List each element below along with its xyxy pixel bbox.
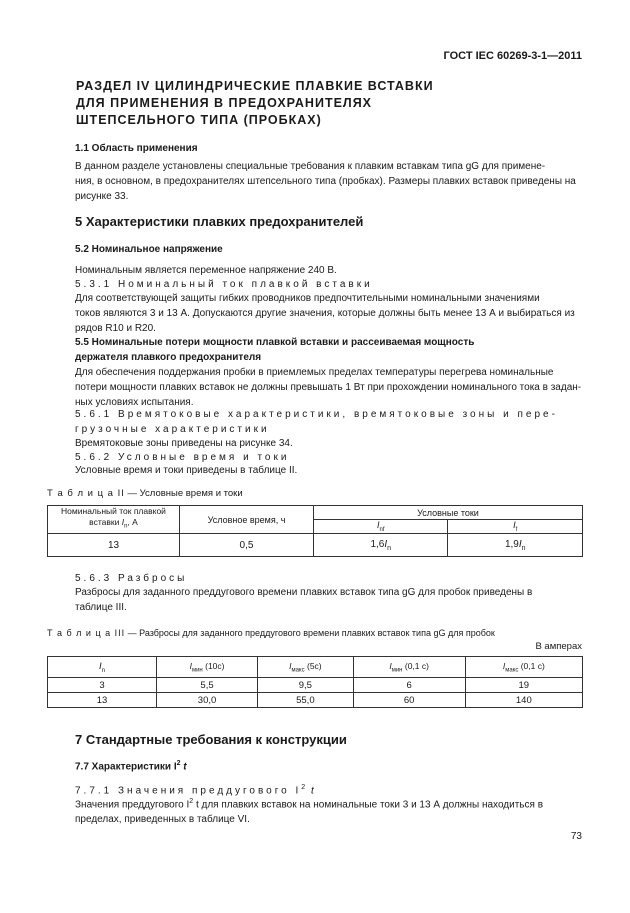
heading-5: 5 Характеристики плавких предохранителей xyxy=(75,214,364,229)
table-cell: 13 xyxy=(48,693,157,708)
table-header-cell: Условные токи xyxy=(314,506,583,520)
text-line: ных условиях испытания. xyxy=(75,397,194,408)
heading-5-6-2: 5.6.2 Условные время и токи xyxy=(75,452,290,463)
text-line: токов являются 3 и 13 А. Допускаются другие значения, которые должны быть менее 13 А и выбираться из xyxy=(75,308,575,319)
text-line: рядов R10 и R20. xyxy=(75,323,156,334)
table-header-cell: $I_n$ xyxy=(48,657,157,678)
heading-5-3-1: 5.3.1 Номинальный ток плавкой вставки xyxy=(75,279,373,290)
table-header-cell: $I_{макс}$ (5с) xyxy=(258,657,354,678)
table-cell: $1,6I_n$ xyxy=(314,534,448,557)
table-cell: $1,9I_n$ xyxy=(448,534,583,557)
table-header-row xyxy=(48,657,583,678)
table-cell: 30,0 xyxy=(157,693,258,708)
table-cell: 3 xyxy=(48,678,157,693)
table-header-cell: Условное время, ч xyxy=(180,506,314,534)
table-row xyxy=(48,693,583,708)
heading-7: 7 Стандартные требования к конструкции xyxy=(75,732,347,747)
text-line: Разбросы для заданного преддугового времени плавких вставок типа gG для пробок приведены в xyxy=(75,587,533,598)
table-cell: 5,5 xyxy=(157,678,258,693)
section-title-line: ДЛЯ ПРИМЕНЕНИЯ В ПРЕДОХРАНИТЕЛЯХ xyxy=(76,96,373,110)
table-cell: 19 xyxy=(465,678,582,693)
page-number: 73 xyxy=(570,831,582,842)
heading-5-5 xyxy=(75,335,474,365)
paragraph-5-5 xyxy=(75,365,583,410)
heading-7-7: 7.7 Характеристики $I^2$ t xyxy=(75,760,187,773)
paragraph-5-3-1 xyxy=(75,291,583,336)
table-cell: 60 xyxy=(353,693,465,708)
heading-line: грузочные характеристики xyxy=(75,424,270,435)
table-header-cell: $I_{мин}$ (10с) xyxy=(157,657,258,678)
table-header-cell: $I_{nf}$ xyxy=(314,520,448,534)
heading-line: 5.6.1 Времятоковые характеристики, времятоковые зоны и пере- xyxy=(75,409,558,420)
caption-prefix: Т а б л и ц а III xyxy=(47,628,126,638)
table-header-cell: $I_{мин}$ (0,1 с) xyxy=(353,657,465,678)
document-code: ГОСТ IEC 60269-3-1—2011 xyxy=(443,50,582,62)
caption-prefix: Т а б л и ц а II xyxy=(47,488,125,499)
heading-1-1: 1.1 Область применения xyxy=(75,143,198,154)
table-row xyxy=(48,534,583,557)
text-line: рисунке 33. xyxy=(75,191,129,202)
paragraph-5-6-1: Времятоковые зоны приведены на рисунке 34. xyxy=(75,438,293,449)
table-cell: 9,5 xyxy=(258,678,354,693)
table-cell: 140 xyxy=(465,693,582,708)
table-cell: 6 xyxy=(353,678,465,693)
table-2 xyxy=(47,505,583,557)
text-line: Значения преддугового $I^2$ t для плавких вставок на номинальные токи 3 и 13 А должны находиться в xyxy=(75,798,544,811)
text-line: В данном разделе установлены специальные требования к плавким вставкам типа gG для примене- xyxy=(75,161,546,172)
table-cell: 0,5 xyxy=(180,534,314,557)
heading-5-2: 5.2 Номинальное напряжение xyxy=(75,244,223,255)
heading-line: 5.5 Номинальные потери мощности плавкой вставки и рассеиваемая мощность xyxy=(75,337,475,348)
text-line: пределах, приведенных в таблице VI. xyxy=(75,814,250,826)
heading-line: держателя плавкого предохранителя xyxy=(75,352,262,363)
heading-5-6-3: 5.6.3 Разбросы xyxy=(75,573,188,584)
text-line: Для соответствующей защиты гибких проводников предпочтительными номинальными значениями xyxy=(75,293,540,304)
text-line: ния, в основном, в предохранителях штепсельного типа (пробках). Размеры плавких вставок приведены на xyxy=(75,176,576,187)
section-title-line: РАЗДЕЛ IV ЦИЛИНДРИЧЕСКИЕ ПЛАВКИЕ ВСТАВКИ xyxy=(76,79,434,93)
text-line: таблице III. xyxy=(75,602,127,613)
heading-5-6-1 xyxy=(75,407,583,437)
text-line: потери мощности плавких вставок не должны превышать 1 Вт при прохождении номинального тока в задан- xyxy=(75,382,582,393)
table-2-caption xyxy=(47,488,243,499)
paragraph-7-7-1 xyxy=(75,794,583,827)
caption-text: — Условные время и токи xyxy=(124,488,243,499)
paragraph-5-6-3 xyxy=(75,585,583,615)
paragraph-5-6-2: Условные время и токи приведены в таблице II. xyxy=(75,465,298,476)
section-title xyxy=(76,78,434,129)
text-line: Для обеспечения поддержания пробки в приемлемых пределах температуры перегрева номинальные xyxy=(75,367,554,378)
section-title-line: ШТЕПСЕЛЬНОГО ТИПА (ПРОБКАХ) xyxy=(76,113,322,127)
paragraph-1-1 xyxy=(75,159,583,204)
table-cell: 13 xyxy=(48,534,180,557)
table-3-units: В амперах xyxy=(535,641,582,652)
table-3-caption xyxy=(47,628,495,638)
table-row xyxy=(48,678,583,693)
paragraph-5-2: Номинальным является переменное напряжение 240 В. xyxy=(75,265,337,276)
heading-7-7-1: 7.7.1 Значения преддугового $I^2$ t xyxy=(75,784,317,797)
table-cell: 55,0 xyxy=(258,693,354,708)
table-3 xyxy=(47,656,583,708)
caption-text: — Разбросы для заданного преддугового времени плавких вставок типа gG для пробок xyxy=(125,628,495,638)
table-header-cell: Номинальный ток плавкой вставки $I_n$, А xyxy=(48,506,180,534)
table-header-cell: $I_{макс}$ (0,1 с) xyxy=(465,657,582,678)
table-header-cell: $I_f$ xyxy=(448,520,583,534)
